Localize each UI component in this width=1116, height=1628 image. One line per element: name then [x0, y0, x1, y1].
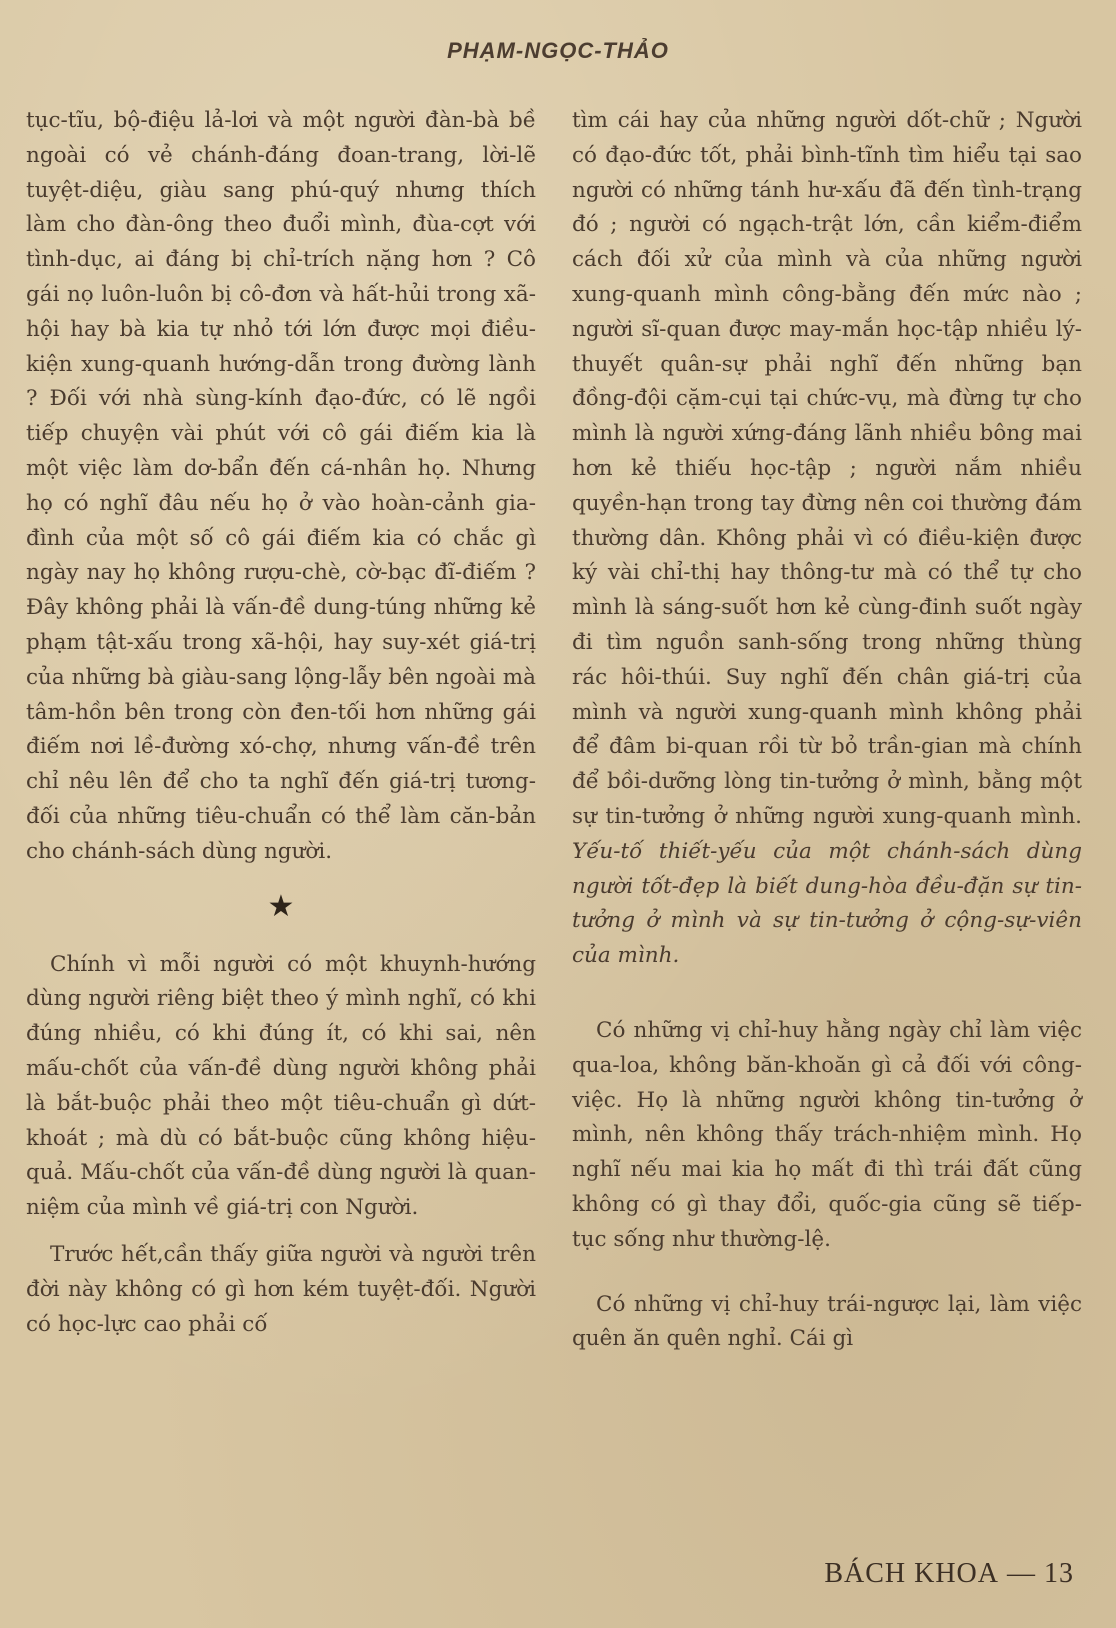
magazine-name: BÁCH KHOA — [824, 1558, 999, 1589]
footer-dash: — — [1007, 1558, 1036, 1589]
page-number: 13 — [1044, 1558, 1074, 1589]
left-paragraph-1: tục-tĩu, bộ-điệu lả-lơi và một người đàn-bà bề ngoài có vẻ chánh-đáng đoan-trang, lời-lẽ tuyệt-diệu, giàu sang phú-quý nhưng thích làm cho đàn-ông theo đuổi mình, đùa-cợt với tình-dục, ai đáng bị chỉ-trích nặng hơn ? Cô gái nọ luôn-luôn bị cô-đơn và hất-hủi trong xã-hội hay bà kia tự nhỏ tới lớn được mọi điều-kiện xung-quanh hướng-dẫn trong đường lành ? Đối với nhà sùng-kính đạo-đức, có lẽ ngồi tiếp chuyện vài phút với cô gái điếm kia là một việc làm dơ-bẩn đến cá-nhân họ. Nhưng họ có nghĩ đâu nếu họ ở vào hoàn-cảnh gia-đình của một số cô gái điếm kia có chắc gì ngày nay họ không rượu-chè, cờ-bạc đĩ-điếm ? Đây không phải là vấn-đề dung-túng những kẻ phạm tật-xấu trong xã-hội, hay suy-xét giá-trị của những bà giàu-sang lộng-lẫy bên ngoài mà tâm-hồn bên trong còn đen-tối hơn những gái điếm nơi lề-đường xó-chợ, nhưng vấn-đề trên chỉ nêu lên để cho ta nghĩ đến giá-trị tương-đối của những tiêu-chuẩn có thể làm căn-bản cho chánh-sách dùng người. — [26, 108, 536, 864]
paragraph-gap — [26, 1226, 536, 1238]
left-paragraph-2: Chính vì mỗi người có một khuynh-hướng dùng người riêng biệt theo ý mình nghĩ, có khi đúng nhiều, có khi đúng ít, có khi sai, nên mấu-chốt của vấn-đề dùng người không phải là bắt-buộc phải theo một tiêu-chuẩn gì dứt-khoát ; mà dù có bắt-buộc cũng không hiệu-quả. Mấu-chốt của vấn-đề dùng người là quan-niệm của mình về giá-trị con Người. — [26, 951, 536, 1221]
right-paragraph-1-italic: Yếu-tố thiết-yếu của một chánh-sách dùng người tốt-đẹp là biết dung-hòa đều-đặn sự tin-tưởng ở mình và sự tin-tưởng ở cộng-sự-viên của mình. — [572, 838, 1082, 969]
page-footer — [824, 1558, 1074, 1590]
running-title: PHẠM-NGỌC-THẢO — [447, 38, 669, 63]
left-paragraph-3: Trước hết,cần thấy giữa người và người trên đời này không có gì hơn kém tuyệt-đối. Người có học-lực cao phải cố — [26, 1241, 536, 1337]
right-paragraph-2: Có những vị chỉ-huy hằng ngày chỉ làm việc qua-loa, không băn-khoăn gì cả đối với công-việc. Họ là những người không tin-tưởng ở mình, nên không thấy trách-nhiệm mình. Họ nghĩ nếu mai kia họ mất đi thì trái đất cũng không có gì thay đổi, quốc-gia cũng sẽ tiếp-tục sống như thường-lệ. — [572, 1017, 1082, 1252]
paragraph-gap — [572, 974, 1082, 1014]
right-paragraph-1-text: tìm cái hay của những người dốt-chữ ; Người có đạo-đức tốt, phải bình-tĩnh tìm hiểu tại sao người có những tánh hư-xấu đã đến tình-trạng đó ; người có ngạch-trật lớn, cần kiểm-điểm cách đối xử của mình và của những người xung-quanh mình công-bằng đến mức nào ; người sĩ-quan được may-mắn học-tập nhiều lý-thuyết quân-sự phải nghĩ đến những bạn đồng-đội cặm-cụi tại chức-vụ, mà đừng tự cho mình là người xứng-đáng lãnh nhiều bông mai hơn kẻ thiếu học-tập ; người nắm nhiều quyền-hạn trong tay đừng nên coi thường đám thường dân. Không phải vì có điều-kiện được ký vài chỉ-thị hay thông-tư mà có thể tự cho mình là sáng-suốt hơn kẻ cùng-đinh suốt ngày đi tìm nguồn sanh-sống trong những thùng rác hôi-thúi. Suy nghĩ đến chân giá-trị của mình và người xung-quanh mình không phải để đâm bi-quan rồi từ bỏ trần-gian mà chính để bồi-dưỡng lòng tin-tưởng ở mình, bằng một sự tin-tưởng ở những người xung-quanh mình. — [572, 108, 1082, 829]
right-column — [572, 104, 1082, 1357]
right-paragraph-3: Có những vị chỉ-huy trái-ngược lại, làm việc quên ăn quên nghỉ. Cái gì — [572, 1291, 1082, 1352]
section-separator-star: ★ — [267, 888, 295, 924]
left-column — [26, 104, 536, 1342]
right-paragraph-1 — [572, 104, 1082, 974]
paragraph-gap — [572, 1258, 1082, 1288]
